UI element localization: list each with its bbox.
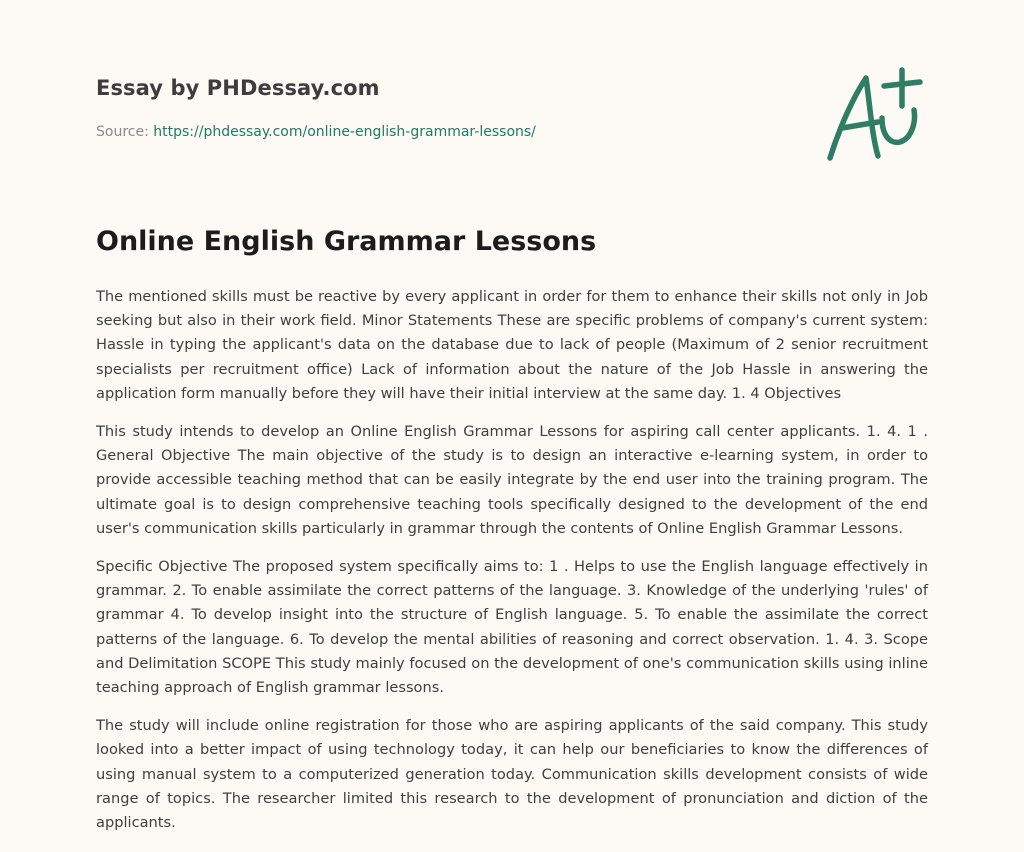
source-label: Source:	[96, 124, 154, 140]
source-link[interactable]: https://phdessay.com/online-english-grammar-lessons/	[153, 124, 536, 140]
article-paragraph: This study intends to develop an Online English Grammar Lessons for aspiring call center applicants. 1. 4. 1 . General Objective The main objective of the study is to design an interactive e-learning system, in order to provide accessible teaching method that can be easily integrate by the end user into the training program. The ultimate goal is to design comprehensive teaching tools specifically designed to the development of the end user's communication skills particularly in grammar through the contents of Online English Grammar Lessons.	[96, 423, 928, 537]
article-paragraph: The study will include online registration for those who are aspiring applicants of the said company. This study looked into a better impact of using technology today, it can help our beneficiaries to know the differences of using manual system to a computerized generation today. Communication skills development consists of wide range of topics. The researcher limited this research to the development of pronunciation and diction of the applicants.	[96, 717, 928, 832]
article-paragraph: The mentioned skills must be reactive by every applicant in order for them to enhance their skills not only in Job seeking but also in their work field. Minor Statements These are specific problems of company's current system: Hassle in typing the applicant's data on the database due to lack of people (Maximum of 2 senior recruitment specialists per recruitment office) Lack of information about the nature of the Job Hassle in answering the application form manually before they will have their initial interview at the same day. 1. 4 Objectives	[96, 288, 928, 402]
article-body	[96, 285, 928, 849]
article-paragraph: Specific Objective The proposed system specifically aims to: 1 . Helps to use the English language effectively in grammar. 2. To enable assimilate the correct patterns of the language. 3. Knowledge of the underlying 'rules' of grammar 4. To develop insight into the structure of English language. 5. To enable the assimilate the correct patterns of the language. 6. To develop the mental abilities of reasoning and correct observation. 1. 4. 3. Scope and Delimitation SCOPE This study mainly focused on the development of one's communication skills using inline teaching approach of English grammar lessons.	[96, 558, 928, 697]
source-line	[96, 124, 536, 140]
site-brand: Essay by PHDessay.com	[96, 76, 380, 100]
a-plus-grade-icon	[820, 66, 930, 166]
article-title: Online English Grammar Lessons	[96, 226, 597, 257]
